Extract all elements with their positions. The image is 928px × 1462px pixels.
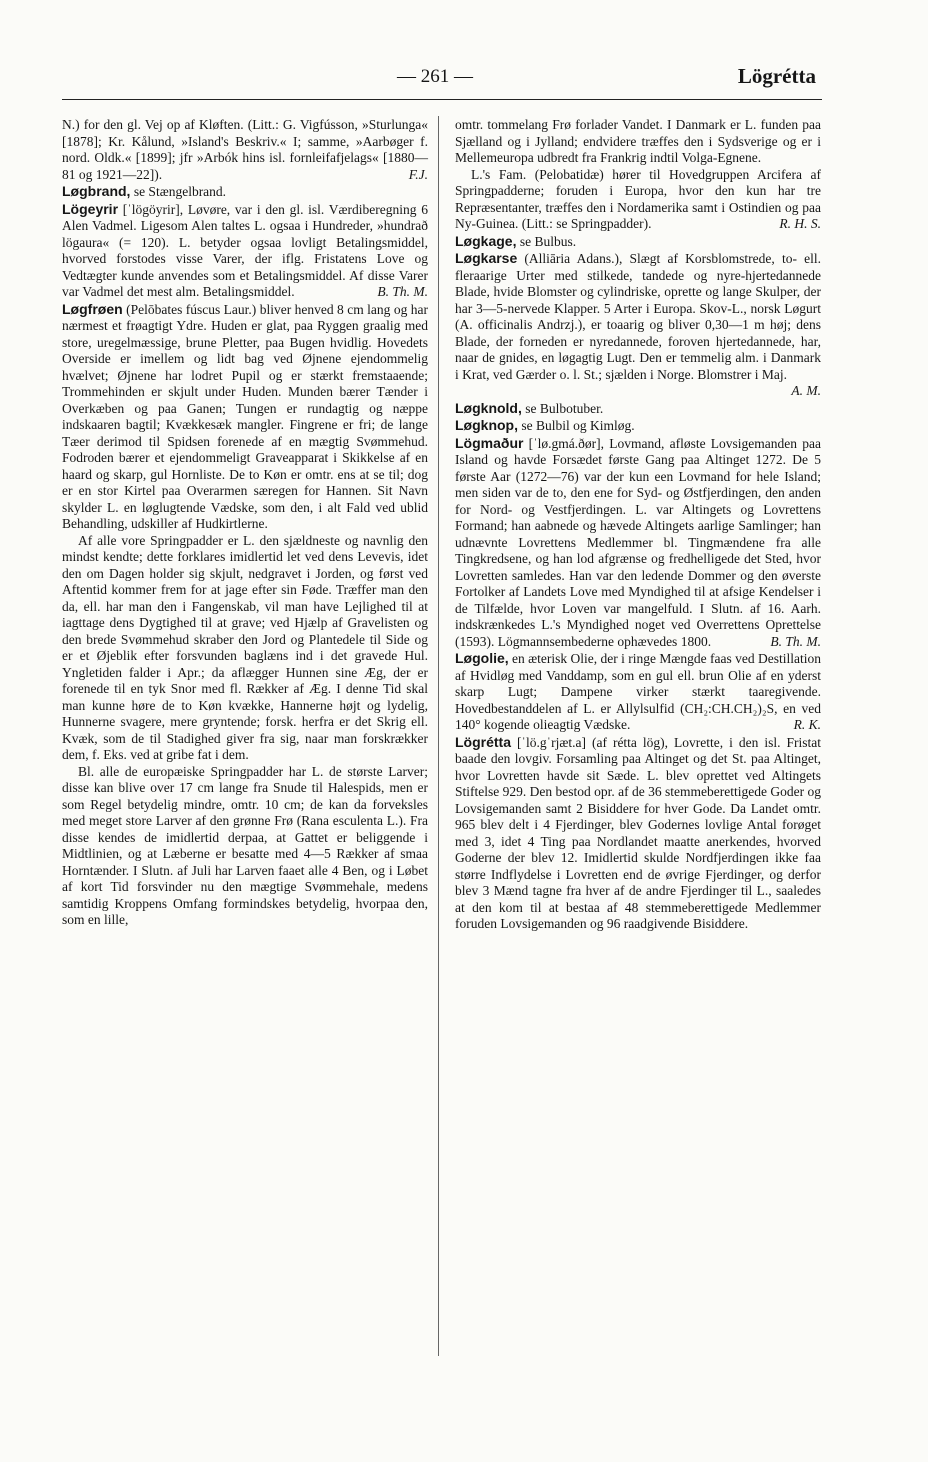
entry-text: [ˈlø.gmá.ðør], Lovmand, afløste Lovsigemanden paa Island og havde Forsædet første Gang paa Altinget 1272. De 5 første Aar (1272—76) var der kun een Lovmand for hele Island; men siden var de to, den ene for Syd- og Østfjerdingen, den anden for Nord- og Vestfjerdingen. L. var Altingets og Lovrettens Formand; han aabnede og hævede Altingets aarlige Samlinger; han udnævnte Lovrettens Medlemmer bl. Tingmændene fra alle Tingkredsene, og han lod afgrænse og fredhelligede det Sted, hvor Lovretten samledes. Han var den ledende Dommer og den øverste Fortolker af Landets Love med Myndighed til at afsige Kendelser i de Tilfælde, hvor Loven var mangelfuld. I Slutn. af 16. Aarh. indskrænkedes L.'s Myndighed noget ved Overrettens Oprettelse (1593). Lögmannsembederne ophævedes 1800. <box>455 435 821 649</box>
author-signature: F.J. <box>408 166 428 182</box>
entry-text: L.'s Fam. (Pelobatidæ) hører til Hovedgruppen Arcifera af Springpadderne; foruden i Europa, hvor den kun har tre Repræsentanter, træffes den i Nordamerika samt i Ostindien og paa Ny-Guinea. (Litt.: se Springpadder). <box>455 166 821 231</box>
entry-headword: Løgkage, <box>455 232 517 249</box>
author-signature: A. M. <box>791 383 821 398</box>
entry-text: [ˈlö.gˈrjæt.a] (af rétta lög), Lovrette, i den isl. Fristat baade den lovgiv. Forsamling paa Altinget og det St. paa Altinget, hvor Lovretten havde sit Sæde. L. blev oprettet ved Altingets Stiftelse 929. Den bestod opr. af de 36 stemmeberettigede Goder og Lovsigemanden samt 2 Bisiddere for hver Gode. Da Landet omtr. 965 blev delt i 4 Fjerdinger, blev Godernes lovlige Antal forøget med 3, idet 4 Ting paa Nordlandet maatte anerkendes, hvorved Goderne der blev 12. Imidlertid skulde Nordfjerdingen ikke faa større Indflydelse i Lovretten end de øvrige Fjerdinger, og derfor blev 3 Mænd tagne fra hver af de andre Fjerdinger til L., saaledes at den kom til at bestaa af 48 stemmeberettigede Medlemmer foruden Lovsigemanden og 96 raadgivende Bisiddere. <box>455 734 821 931</box>
entry-text: se Bulbil og Kimløg. <box>518 418 635 433</box>
entry-text: (Alliāria Adans.), Slægt af Korsblomstrede, to- ell. fleraarige Urter med stilkede, tandede og nyre-hjertedannede Blade, hvide Blomster og cylindriske, oprette og lange Skulper, der har 3—5-nervede Klapper. 5 Arter i Europa. Skov-L., norsk Løgurt (A. officinalis Andrzj.), er toaarig og bliver 0,30—1 m høj; dens Blade, der forneden er nyredannede, foroven hjertedannede, har, naar de gnides, en løgagtig Lugt. Den er temmelig alm. i Danmark i Krat, ved Gærder o. l. St.; sjælden i Norge. Blomstrer i Maj. <box>455 251 821 382</box>
entry <box>455 400 821 418</box>
paragraph <box>455 117 821 167</box>
entry-text: N.) for den gl. Vej op af Kløften. (Litt.: G. Vigfússon, »Sturlunga« [1878]; Kr. Kålund, »Island's Beskriv.« I; samme, »Aarbøger f. nord. Oldk.« [1899]; jfr »Arbók hins isl. fornleifafjelags« [1880—81 og 1921—22]). <box>62 117 428 182</box>
paragraph <box>62 533 428 764</box>
entry-headword: Løgolie, <box>455 650 509 666</box>
entry-text: Af alle vore Springpadder er L. den sjældneste og navnlig den mindst kendte; dette forklares imidlertid let ved dens Levevis, idet den om Dagen holder sig skjult, nedgravet i Jorden, og først ved Aftentid kommer frem for at jage efter sin Føde. Træffer man den da, ell. har man den i Fangenskab, vil man have Lejlighed til at iagttage dens Dygtighed til at grave; ved Hjælp af Gravelisten og den brede Svømmehud skraber den Jord og Plantedele til Side og er et Øjeblik efter forsvunden baglæns ind i det gravede Hul. Yngletiden falder i Apr.; da aflægger Hunnen sine Æg, der er forenede til en tyk Snor med fl. Rækker af Æg. I denne Tid skal man kunne høre de to Køn kvække, Hannerne højt og lydelig, Hunnerne svagere, mere gryntende; forsk. herfra er det Skrig ell. Kvæk, som de til Stadighed giver fra sig, naar man forskrækker dem, f. Eks. ved at gribe fat i dem. <box>62 532 428 762</box>
paragraph <box>62 117 428 183</box>
entry-text: (Pelōbates fúscus Laur.) bliver henved 8 cm lang og har nærmest et frøagtigt Ydre. Huden er glat, paa Ryggen graalig med store, uregelmæssige, brune Pletter, paa Bugen hvidlig. Hovedets Overside er imellem og lidt bag ved Øjnene ejendommelig hvælvet; Øjnene har lodret Pupil og er stærkt fremstaaende; Trommehinden er skjult under Huden. Munden bærer Tænder i Overkæben og paa Ganen; Tungen er rundagtig og næppe indskaaren bagtil; Kvækkesæk mangler. Fingrene er fri; de lange Tæer derimod til Spidsen forenede af en mægtig Svømmehud. Fodroden bærer et ejendommeligt Graveapparat i Skikkelse af en haard og skarp, gul Hornliste. De to Køn er omtr. ens at se til; dog er en stor Kirtel paa Overarmen særegen for Hannen. Sit Navn skylder L. en løglugtende Vædske, som den, i alt Fald ved ublid Behandling, udskiller af Hudkirtlerne. <box>62 301 428 531</box>
entry <box>455 250 821 400</box>
entry-headword: Løgknold, <box>455 399 522 416</box>
right-column <box>455 117 821 933</box>
entry-text: en æterisk Olie, der i ringe Mængde faas ved Destillation af Hvidløg med Vanddamp, som en gul ell. brun Olie af en yderst skarp Lugt; Dampene virker stærkt taaregivende. Hovedbestanddelen af L. er Allylsulfid (CH₂:CH.CH₂)₂S, en ved 140° kogende olieagtig Vædske. <box>455 651 821 732</box>
entry <box>62 183 428 201</box>
entry-text: omtr. tommelang Frø forlader Vandet. I Danmark er L. funden paa Sjælland og i Jylland; endvidere træffes den i Sydsverige og er i Mellemeuropa udbredt fra Frankrig indtil Volga-Egnene. <box>455 117 821 165</box>
column-divider <box>438 116 439 1356</box>
paragraph <box>455 167 821 233</box>
entry <box>455 233 821 251</box>
author-signature: R. K. <box>793 717 821 732</box>
entry-text: se Bulbus. <box>516 233 577 249</box>
page-number: — 261 — <box>397 66 473 87</box>
header-rule <box>62 99 822 100</box>
entry-text: [ˈlögöyrir], Løvøre, var i den gl. isl. Værdiberegning 6 Alen Vadmel. Ligesom Alen taltes L. ogsaa i Hundreder, »hundrað lögaura« (= 120). L. betyder ogsaa lovligt Betalingsmiddel, hvorved forstodes visse Varer, der iflg. Fristatens Love og Vedtægter kunde anvendes som et Betalingsmiddel. Af disse Varer var Vadmel det mest alm. Betalingsmiddel. <box>62 201 428 299</box>
entry-text: se Bulbotuber. <box>521 400 604 416</box>
entry <box>455 417 821 435</box>
entry-headword: Lögmaður <box>455 434 524 451</box>
entry <box>62 301 428 533</box>
left-column <box>62 117 428 929</box>
entry-text: se Stængelbrand. <box>130 184 227 199</box>
paragraph <box>62 764 428 929</box>
entry-headword: Løgknop, <box>455 417 518 433</box>
author-signature: B. Th. M. <box>377 284 428 299</box>
entry <box>62 201 428 301</box>
running-title: Lögrétta <box>737 64 816 88</box>
author-signature: R. H. S. <box>779 216 821 231</box>
author-signature: B. Th. M. <box>770 633 821 649</box>
entry <box>455 734 821 933</box>
entry-headword: Lögeyrir <box>62 200 119 217</box>
entry-headword: Løgkarse <box>455 250 518 266</box>
entry <box>455 650 821 734</box>
entry-text: Bl. alle de europæiske Springpadder har L. de største Larver; disse kan blive over 17 cm lange fra Snude til Halespids, men er som Regel betydelig mindre, omtr. 10 cm; de kan da forveksles med meget store Larver af den grønne Frø (Rana esculenta L.). Fra disse kendes de imidlertid derpaa, at Gattet er beliggende i Midtlinien, og at Læberne er besatte med 4—5 Rækker af smaa Horntænder. I Slutn. af Juli har Larven faaet alle 4 Ben, og i Løbet af kort Tid forsvinder nu den mægtige Svømmehale, medens samtidig Kroppens Omfang formindskes betydelig, hvorpaa den, som en lille, <box>62 763 428 927</box>
entry-headword: Løgbrand, <box>62 183 131 199</box>
entry-headword: Løgfrøen <box>62 300 123 317</box>
entry <box>455 435 821 651</box>
entry-headword: Lögrétta <box>455 733 511 750</box>
